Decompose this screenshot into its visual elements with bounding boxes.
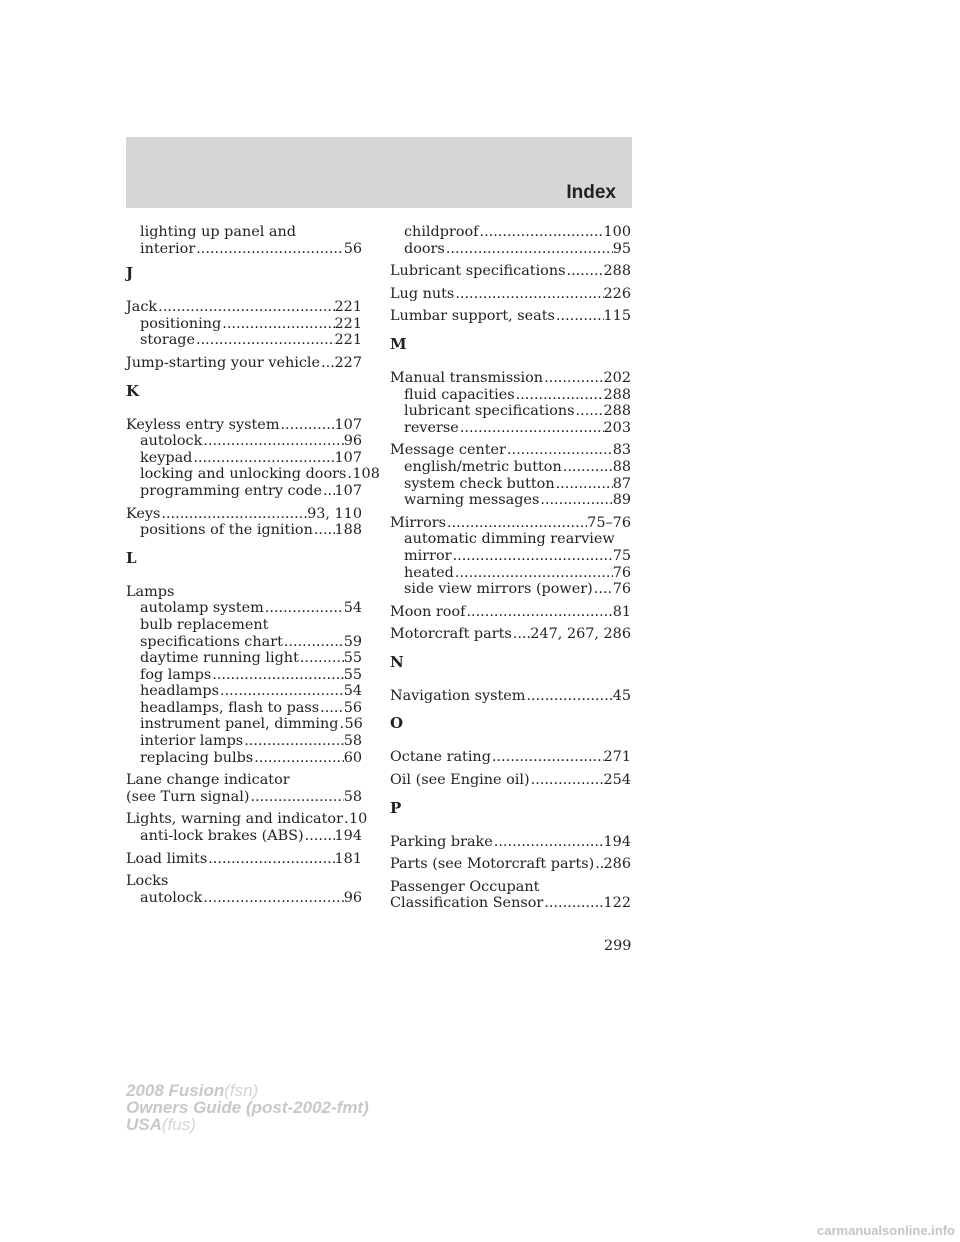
index-entry-line	[390, 263, 631, 280]
entry-page-ref: 55	[343, 650, 362, 667]
entry-term: automatic dimming rearview	[404, 531, 615, 548]
entry-term: heated	[404, 564, 454, 581]
index-subentry-line	[126, 617, 362, 634]
entry-page-ref: 227	[334, 354, 362, 371]
entry-term: lighting up panel and	[140, 224, 296, 240]
entry-page-ref: 254	[603, 772, 631, 789]
header-band	[126, 137, 632, 208]
index-entry	[390, 308, 631, 325]
dot-leader	[195, 332, 335, 349]
index-entry-line	[390, 286, 631, 303]
dot-leader	[543, 370, 603, 387]
index-letter-heading: J	[126, 264, 134, 283]
index-entry	[390, 749, 631, 766]
index-subentry-line	[126, 733, 362, 750]
dot-leader	[491, 749, 604, 766]
dot-leader	[525, 688, 612, 705]
index-entry	[126, 851, 362, 868]
entry-page-ref: 188	[334, 522, 362, 539]
entry-term: Keys	[126, 505, 161, 522]
entry-term: daytime running light	[140, 650, 299, 667]
index-subentry-line	[126, 241, 362, 258]
index-subentry-line	[126, 683, 362, 700]
index-entry	[390, 834, 631, 851]
entry-page-ref: 122	[603, 895, 631, 912]
dot-leader	[454, 565, 613, 582]
index-subentry-line	[390, 581, 631, 598]
dot-leader	[555, 476, 613, 493]
entry-page-ref: 286	[603, 856, 631, 873]
index-entry	[390, 515, 631, 598]
entry-term: english/metric button	[404, 458, 562, 475]
dot-leader	[530, 772, 604, 789]
dot-leader	[459, 420, 604, 437]
entry-term: autolock	[140, 889, 203, 906]
index-subentry-line	[126, 600, 362, 617]
entry-page-ref: 83	[612, 442, 631, 459]
footer-line-3: USA(fus)	[126, 1115, 196, 1134]
entry-page-ref: 96	[343, 889, 362, 906]
entry-page-ref: 60	[343, 749, 362, 766]
entry-page-ref: 58	[343, 788, 362, 805]
index-letter-heading: P	[390, 798, 402, 817]
index-entry	[126, 355, 362, 372]
dot-leader	[202, 890, 343, 907]
index-entry-line	[126, 506, 362, 523]
entry-page-ref: 107	[334, 416, 362, 433]
entry-page-ref: 194	[334, 828, 362, 845]
index-entry	[390, 772, 631, 789]
entry-term: lubricant specifications	[404, 403, 575, 420]
index-entry	[126, 772, 362, 805]
dot-leader	[543, 895, 603, 912]
entry-page-ref: 58	[343, 733, 362, 750]
entry-term: Lights, warning and indicator	[126, 811, 343, 828]
index-letter-heading: O	[390, 714, 404, 733]
index-entry	[390, 442, 631, 508]
dot-leader	[446, 515, 587, 532]
index-entry-line	[390, 515, 631, 532]
index-entry-line	[126, 851, 362, 868]
entry-term: Passenger Occupant	[390, 878, 540, 895]
entry-term: autolamp system	[140, 600, 264, 617]
entry-term: reverse	[404, 419, 459, 436]
entry-term: Navigation system	[390, 687, 526, 704]
index-entry-line	[126, 811, 368, 828]
dot-leader	[322, 483, 335, 500]
index-entry	[126, 224, 362, 257]
dot-leader	[319, 700, 344, 717]
entry-page-ref: 247, 267, 286	[530, 626, 631, 643]
index-entry-line	[390, 442, 631, 459]
entry-page-ref: 271	[603, 749, 631, 766]
dot-leader	[299, 650, 344, 667]
entry-page-ref: 226	[603, 285, 631, 302]
entry-term: Motorcraft parts	[390, 626, 512, 643]
dot-leader	[157, 299, 334, 316]
entry-term: doors	[404, 240, 445, 257]
entry-term: Classification Sensor	[390, 895, 544, 912]
dot-leader	[221, 316, 334, 333]
dot-leader	[566, 263, 604, 280]
index-entry	[126, 506, 362, 539]
entry-page-ref: 194	[603, 833, 631, 850]
entry-page-ref: 108	[352, 466, 380, 483]
entry-page-ref: 288	[603, 386, 631, 403]
index-letter-heading: N	[390, 652, 404, 671]
index-letter-heading: K	[126, 381, 140, 400]
index-subentry-line	[390, 241, 631, 258]
index-entry	[126, 299, 362, 349]
index-subentry-line	[126, 716, 362, 733]
entry-term: Lubricant specifications	[390, 263, 566, 280]
entry-page-ref: 203	[603, 419, 631, 436]
dot-leader	[160, 506, 307, 523]
entry-term: Lamps	[126, 583, 175, 600]
entry-term: fluid capacities	[404, 386, 515, 403]
dot-leader	[249, 789, 343, 806]
entry-term: side view mirrors (power)	[404, 581, 593, 598]
entry-page-ref: 221	[334, 315, 362, 332]
index-entry-line	[390, 308, 631, 325]
dot-leader	[253, 750, 344, 767]
index-subentry-line	[390, 531, 631, 548]
entry-term: Keyless entry system	[126, 416, 280, 433]
index-entry-line	[126, 772, 362, 789]
dot-leader	[562, 459, 613, 476]
index-column-right	[390, 224, 631, 918]
entry-page-ref: 59	[343, 633, 362, 650]
index-subentry-line	[126, 750, 362, 767]
entry-term: Parking brake	[390, 833, 493, 850]
dot-leader	[219, 683, 344, 700]
entry-term: Lug nuts	[390, 285, 455, 302]
index-entry	[390, 626, 631, 643]
entry-page-ref: 75	[612, 547, 631, 564]
section-title: Index	[566, 182, 616, 203]
entry-page-ref: 96	[343, 433, 362, 450]
dot-leader	[506, 442, 613, 459]
entry-page-ref: 115	[603, 308, 631, 325]
entry-page-ref: 10	[348, 811, 368, 828]
entry-page-ref: 56	[344, 716, 363, 733]
entry-term: positions of the ignition	[140, 522, 313, 539]
index-subentry-line	[126, 224, 362, 241]
entry-term: programming entry code	[140, 482, 322, 499]
page-number: 299	[604, 938, 632, 954]
footer	[126, 1082, 369, 1133]
dot-leader	[452, 548, 613, 565]
entry-page-ref: 55	[343, 666, 362, 683]
index-subentry-line	[390, 403, 631, 420]
index-subentry-line	[126, 634, 362, 651]
index-entry	[126, 811, 368, 845]
index-subentry-line	[126, 433, 362, 450]
entry-term: Manual transmission	[390, 369, 544, 386]
entry-term: fog lamps	[140, 666, 212, 683]
entry-term: headlamps	[140, 683, 220, 700]
index-subentry-line	[126, 522, 362, 539]
entry-term: Jump-starting your vehicle	[126, 354, 321, 371]
index-subentry-line	[126, 667, 362, 684]
entry-term: locking and unlocking doors	[140, 466, 347, 483]
index-entry-line	[390, 772, 631, 789]
index-subentry-line	[390, 476, 631, 493]
dot-leader	[493, 834, 604, 851]
index-entry	[126, 584, 362, 767]
index-subentry-line	[126, 450, 362, 467]
index-entry-line	[390, 895, 631, 912]
index-subentry-line	[390, 420, 631, 437]
entry-page-ref: 76	[612, 581, 631, 598]
footer-line-1: 2008 Fusion(fsn)	[126, 1081, 259, 1100]
entry-term: Octane rating	[390, 749, 491, 766]
entry-term: childproof	[404, 224, 479, 240]
index-entry-line	[126, 789, 362, 806]
dot-leader	[539, 492, 612, 509]
entry-term: Moon roof	[390, 603, 466, 620]
entry-page-ref: 56	[343, 699, 362, 716]
entry-page-ref: 95	[612, 240, 631, 257]
entry-page-ref: 54	[343, 683, 362, 700]
entry-term: Lane change indicator	[126, 772, 290, 789]
dot-leader	[575, 403, 604, 420]
index-entry	[390, 856, 631, 873]
dot-leader	[279, 417, 334, 434]
watermark: carmanualsonline.info	[817, 1223, 955, 1238]
entry-term: Parts (see Motorcraft parts)	[390, 856, 595, 873]
entry-page-ref: 54	[343, 600, 362, 617]
entry-page-ref: 202	[603, 369, 631, 386]
index-entry-line	[126, 299, 362, 316]
dot-leader	[283, 634, 344, 651]
dot-leader	[515, 387, 604, 404]
entry-term: storage	[140, 332, 196, 349]
entry-term: warning messages	[404, 492, 540, 509]
entry-term: mirror	[404, 547, 452, 564]
dot-leader	[243, 733, 343, 750]
entry-page-ref: 81	[612, 603, 631, 620]
entry-page-ref: 181	[334, 850, 362, 867]
index-entry-line	[126, 584, 362, 601]
index-entry	[390, 263, 631, 280]
entry-page-ref: 76	[612, 564, 631, 581]
index-subentry-line	[126, 316, 362, 333]
entry-term: instrument panel, dimming	[140, 716, 339, 733]
dot-leader	[445, 241, 613, 258]
dot-leader	[304, 828, 335, 845]
index-subentry-line	[390, 565, 631, 582]
dot-leader	[192, 450, 334, 467]
entry-page-ref: 93, 110	[307, 505, 362, 522]
dot-leader	[593, 581, 613, 598]
index-subentry-line	[126, 700, 362, 717]
index-entry-line	[390, 879, 631, 896]
entry-page-ref: 100	[603, 224, 631, 240]
entry-page-ref: 45	[612, 687, 631, 704]
index-entry-line	[126, 417, 362, 434]
entry-page-ref: 107	[334, 449, 362, 466]
entry-page-ref: 56	[343, 240, 362, 257]
index-subentry-line	[390, 548, 631, 565]
index-entry-line	[126, 873, 362, 890]
entry-term: Lumbar support, seats	[390, 308, 555, 325]
entry-page-ref: 87	[612, 475, 631, 492]
index-subentry-line	[390, 224, 631, 241]
entry-term: specifications chart	[140, 633, 283, 650]
index-column-left	[126, 224, 380, 912]
index-letter-heading: L	[126, 548, 137, 567]
entry-term: interior lamps	[140, 733, 244, 750]
entry-page-ref: 288	[603, 403, 631, 420]
index-subentry-line	[390, 459, 631, 476]
index-entry-line	[390, 604, 631, 621]
entry-term: autolock	[140, 433, 203, 450]
entry-page-ref: 75–76	[587, 514, 631, 531]
index-entry	[390, 370, 631, 436]
dot-leader	[195, 241, 343, 258]
entry-page-ref: 89	[612, 492, 631, 509]
entry-page-ref: 288	[603, 263, 631, 280]
index-entry	[126, 873, 362, 906]
dot-leader	[465, 604, 612, 621]
dot-leader	[479, 224, 604, 241]
entry-term: anti-lock brakes (ABS)	[140, 828, 304, 845]
entry-term: keypad	[140, 449, 193, 466]
index-entry-line	[390, 856, 631, 873]
dot-leader	[320, 355, 334, 372]
index-subentry-line	[390, 387, 631, 404]
index-subentry-line	[126, 828, 362, 845]
entry-term: Load limits	[126, 850, 208, 867]
index-subentry-line	[126, 466, 380, 483]
entry-term: system check button	[404, 475, 555, 492]
index-entry-line	[126, 355, 362, 372]
dot-leader	[313, 522, 335, 539]
index-entry	[390, 604, 631, 621]
dot-leader	[207, 851, 334, 868]
entry-page-ref: 221	[334, 332, 362, 349]
entry-page-ref: 221	[334, 299, 362, 316]
entry-term: Message center	[390, 442, 506, 459]
entry-page-ref: 88	[612, 458, 631, 475]
entry-term: Jack	[126, 299, 158, 316]
entry-term: positioning	[140, 315, 222, 332]
dot-leader	[454, 286, 603, 303]
index-entry	[390, 224, 631, 257]
entry-term: replacing bulbs	[140, 749, 254, 766]
index-subentry-line	[126, 890, 362, 907]
index-entry	[390, 688, 631, 705]
entry-term: interior	[140, 240, 196, 257]
index-entry-line	[390, 370, 631, 387]
dot-leader	[512, 626, 531, 643]
entry-term: Locks	[126, 873, 169, 890]
index-entry	[390, 879, 631, 912]
entry-term: headlamps, flash to pass	[140, 699, 320, 716]
entry-term: Oil (see Engine oil)	[390, 772, 530, 789]
entry-term: (see Turn signal)	[126, 788, 250, 805]
dot-leader	[202, 433, 343, 450]
dot-leader	[211, 667, 343, 684]
index-subentry-line	[126, 650, 362, 667]
dot-leader	[264, 600, 344, 617]
dot-leader	[555, 308, 604, 325]
index-entry-line	[390, 749, 631, 766]
index-entry-line	[390, 626, 631, 643]
entry-page-ref: 107	[334, 482, 362, 499]
index-subentry-line	[126, 332, 362, 349]
index-entry	[390, 286, 631, 303]
index-subentry-line	[126, 483, 362, 500]
index-entry-line	[390, 688, 631, 705]
footer-line-2: Owners Guide (post-2002-fmt)	[126, 1098, 369, 1117]
index-entry	[126, 416, 380, 500]
index-letter-heading: M	[390, 334, 407, 353]
dot-leader	[594, 856, 603, 873]
entry-term: bulb replacement	[140, 616, 269, 633]
entry-term: Mirrors	[390, 514, 447, 531]
index-subentry-line	[390, 492, 631, 509]
index-entry-line	[390, 834, 631, 851]
